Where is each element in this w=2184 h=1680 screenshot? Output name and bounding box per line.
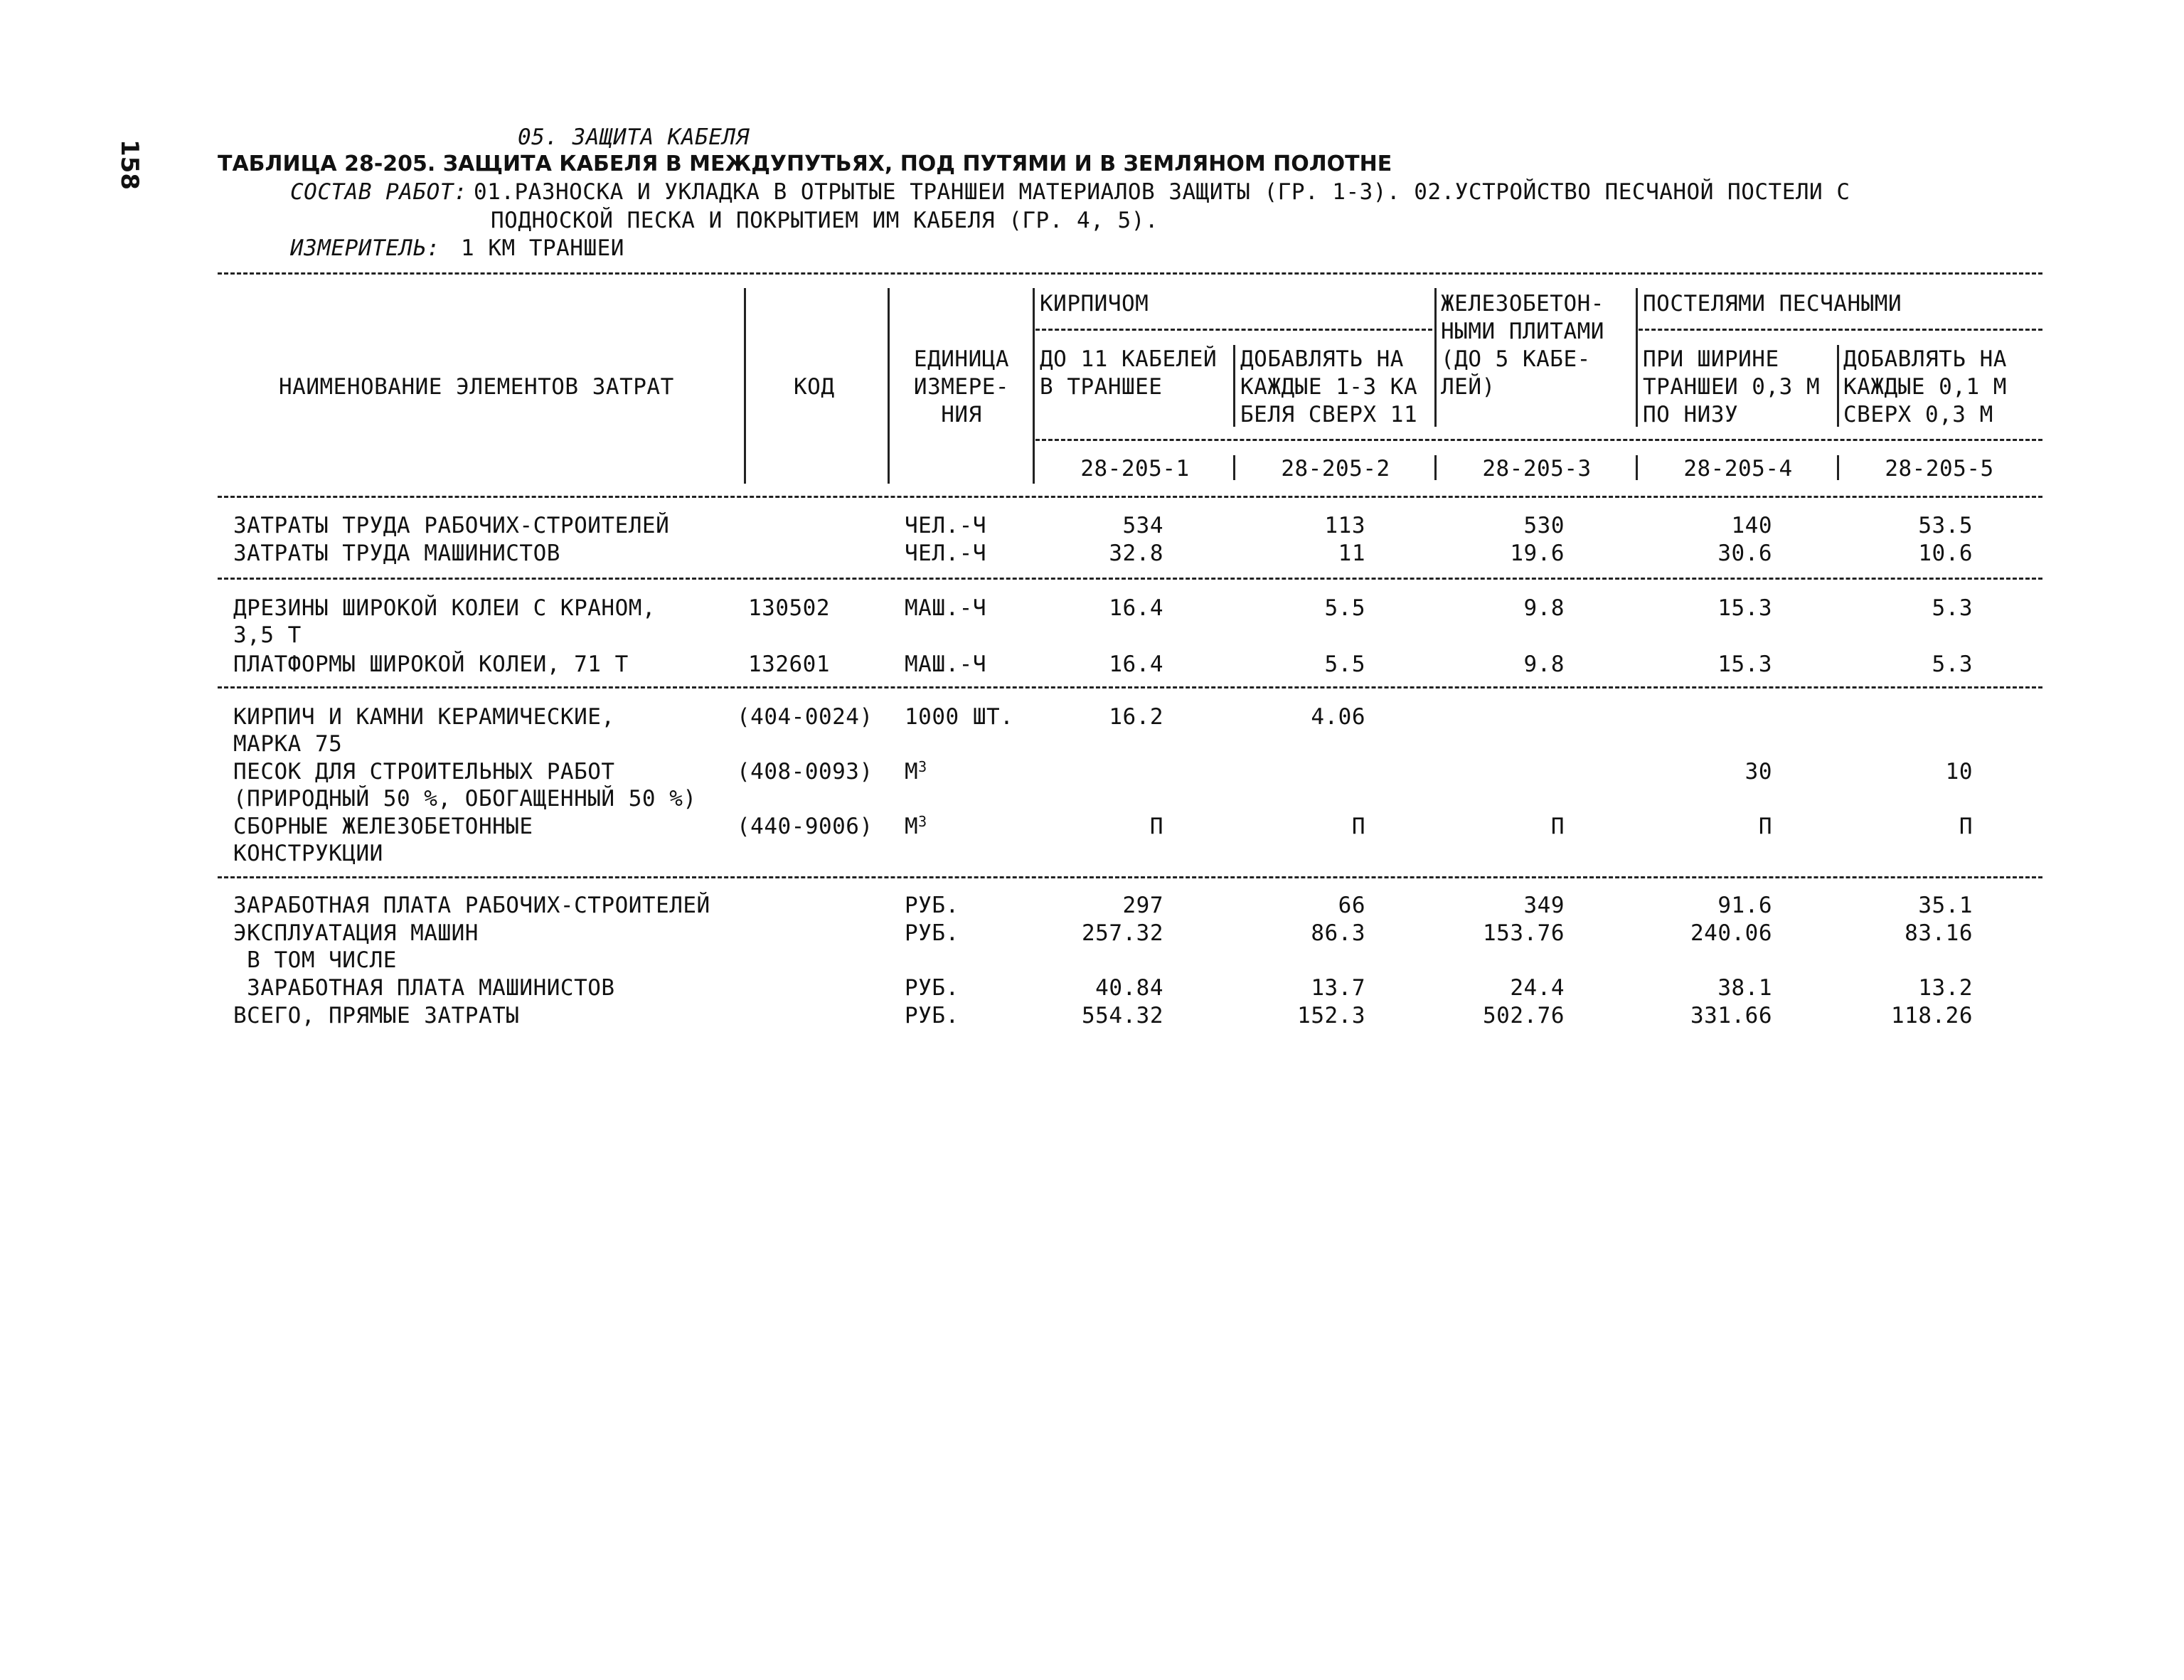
row-value-col-4: 38.1	[1717, 975, 1772, 1001]
row-value-col-1: 40.84	[1095, 975, 1163, 1001]
row-value-col-2: 5.5	[1324, 595, 1365, 621]
header-divider	[888, 288, 890, 484]
row-unit-superscript: 3	[918, 813, 927, 830]
header-rule	[1035, 439, 2042, 441]
row-value-col-5: 118.26	[1891, 1003, 1973, 1028]
row-value-col-1: 16.4	[1109, 595, 1163, 621]
row-unit	[905, 512, 986, 539]
row-unit-text: РУБ.	[905, 893, 959, 918]
row-value-col-3: 153.76	[1483, 920, 1565, 946]
row-value-col-5: 10.6	[1918, 541, 1973, 566]
header-code-col-2: 28-205-2	[1281, 456, 1390, 482]
header-unit-2: ИЗМЕРЕ-	[913, 374, 1010, 400]
row-unit-text: МАШ.-Ч	[905, 595, 986, 621]
header-divider	[1434, 455, 1437, 480]
row-value-col-5: 53.5	[1918, 513, 1973, 538]
row-value-col-1: 257.32	[1082, 920, 1163, 946]
row-value-col-4: 30.6	[1717, 541, 1772, 566]
row-name: КИРПИЧ И КАМНИ КЕРАМИЧЕСКИЕ,	[233, 704, 615, 730]
header-group-sand: ПОСТЕЛЯМИ ПЕСЧАНЫМИ	[1643, 291, 1902, 317]
row-value-col-4: 91.6	[1717, 893, 1772, 918]
row-name: СБОРНЫЕ ЖЕЛЕЗОБЕТОННЫЕ	[233, 814, 533, 839]
row-value-col-2: П	[1351, 814, 1365, 839]
row-value-col-1: 297	[1122, 893, 1163, 918]
row-unit	[905, 892, 959, 919]
header-divider	[1233, 455, 1235, 480]
composition-line-2: ПОДНОСКОЙ ПЕСКА И ПОКРЫТИЕМ ИМ КАБЕЛЯ (ГР. 4, 5).	[491, 208, 1159, 233]
row-value-col-3: 9.8	[1523, 595, 1565, 621]
composition-label: СОСТАВ РАБОТ:	[290, 179, 468, 205]
row-value-col-1: 534	[1122, 513, 1163, 538]
composition-line-1: 01.РАЗНОСКА И УКЛАДКА В ОТРЫТЫЕ ТРАНШЕИ МАТЕРИАЛОВ ЗАЩИТЫ (ГР. 1-3). 02.УСТРОЙСТВО ПЕСЧАНОЙ ПОСТЕЛИ С	[474, 179, 1850, 205]
row-value-col-4: 240.06	[1690, 920, 1772, 946]
row-value-col-2: 113	[1324, 513, 1365, 538]
row-unit	[905, 651, 986, 678]
row-value-col-5: 5.3	[1932, 595, 1973, 621]
header-sub4-1: ПРИ ШИРИНЕ	[1643, 346, 1779, 372]
header-sub5-2: КАЖДЫЕ 0,1 М	[1843, 374, 2007, 400]
row-unit-text: РУБ.	[905, 920, 959, 946]
row-value-col-1: 32.8	[1109, 541, 1163, 566]
header-sub5-1: ДОБАВЛЯТЬ НА	[1843, 346, 2007, 372]
row-code: 130502	[748, 595, 830, 621]
row-code: 132601	[748, 652, 830, 677]
header-unit-1: ЕДИНИЦА	[913, 346, 1010, 372]
header-sub5-3: СВЕРХ 0,3 М	[1843, 402, 1993, 427]
row-value-col-2: 86.3	[1311, 920, 1365, 946]
row-name-cont: (ПРИРОДНЫЙ 50 %, ОБОГАЩЕННЫЙ 50 %)	[233, 786, 697, 812]
row-unit-text: МАШ.-Ч	[905, 652, 986, 677]
section-rule	[218, 686, 2042, 689]
row-name-cont: КОНСТРУКЦИИ	[233, 841, 383, 866]
row-value-col-4: 331.66	[1690, 1003, 1772, 1028]
row-unit	[905, 540, 986, 567]
row-value-col-5: 35.1	[1918, 893, 1973, 918]
row-value-col-3: 9.8	[1523, 652, 1565, 677]
header-unit-3: НИЯ	[941, 402, 982, 427]
row-name-cont: МАРКА 75	[233, 731, 343, 757]
row-code: (408-0093)	[737, 759, 873, 785]
row-value-col-1: 16.2	[1109, 704, 1163, 730]
header-divider	[1434, 288, 1437, 427]
row-unit	[905, 974, 959, 1001]
row-unit	[905, 595, 986, 622]
header-rule	[1035, 329, 1432, 331]
header-divider	[1837, 345, 1839, 427]
header-code-col-1: 28-205-1	[1080, 456, 1190, 482]
header-divider	[1636, 455, 1638, 480]
header-code-col-3: 28-205-3	[1482, 456, 1592, 482]
header-divider	[1033, 288, 1035, 484]
header-divider	[1233, 345, 1235, 427]
row-unit-text: ЧЕЛ.-Ч	[905, 541, 986, 566]
row-value-col-1: 16.4	[1109, 652, 1163, 677]
header-sub4-2: ТРАНШЕИ 0,3 М	[1643, 374, 1821, 400]
header-sub1-1: ДО 11 КАБЕЛЕЙ	[1040, 346, 1218, 372]
row-value-col-2: 152.3	[1297, 1003, 1365, 1028]
row-name: ЗАТРАТЫ ТРУДА МАШИНИСТОВ	[233, 541, 560, 566]
row-value-col-4: 30	[1744, 759, 1772, 785]
row-value-col-3: 530	[1523, 513, 1565, 538]
row-value-col-5: 83.16	[1905, 920, 1973, 946]
row-name: ДРЕЗИНЫ ШИРОКОЙ КОЛЕИ С КРАНОМ,	[233, 595, 656, 621]
header-group-concrete-2: НЫМИ ПЛИТАМИ	[1441, 319, 1604, 344]
row-value-col-2: 13.7	[1311, 975, 1365, 1001]
row-value-col-2: 5.5	[1324, 652, 1365, 677]
row-value-col-5: 10	[1945, 759, 1973, 785]
row-value-col-3: 19.6	[1510, 541, 1565, 566]
row-name: ЗАРАБОТНАЯ ПЛАТА РАБОЧИХ-СТРОИТЕЛЕЙ	[233, 893, 710, 918]
row-unit-text: РУБ.	[905, 1003, 959, 1028]
row-name: ЗАРАБОТНАЯ ПЛАТА МАШИНИСТОВ	[233, 975, 615, 1001]
row-name: ПЕСОК ДЛЯ СТРОИТЕЛЬНЫХ РАБОТ	[233, 759, 615, 785]
header-divider	[744, 288, 746, 484]
row-unit-superscript: 3	[918, 758, 927, 775]
header-sub3-2: ЛЕЙ)	[1441, 374, 1496, 400]
row-value-col-2: 11	[1338, 541, 1365, 566]
section-rule	[218, 876, 2042, 878]
header-code-col-5: 28-205-5	[1885, 456, 1994, 482]
row-name-cont: 3,5 Т	[233, 622, 302, 648]
header-divider	[1636, 288, 1638, 427]
header-code-col-4: 28-205-4	[1683, 456, 1793, 482]
header-code: КОД	[794, 374, 835, 400]
row-value-col-4: 15.3	[1717, 652, 1772, 677]
row-unit-text: М	[905, 814, 919, 839]
header-sub2-1: ДОБАВЛЯТЬ НА	[1240, 346, 1404, 372]
row-value-col-5: П	[1959, 814, 1973, 839]
row-value-col-4: 15.3	[1717, 595, 1772, 621]
header-group-brick: КИРПИЧОМ	[1040, 291, 1149, 317]
row-value-col-2: 4.06	[1311, 704, 1365, 730]
section-rule	[218, 578, 2042, 580]
row-value-col-2: 66	[1338, 893, 1365, 918]
row-name: ВСЕГО, ПРЯМЫЕ ЗАТРАТЫ	[233, 1003, 520, 1028]
row-code: (440-9006)	[737, 814, 873, 839]
header-bottom-rule	[218, 496, 2042, 498]
page-number: 158	[115, 139, 144, 190]
row-unit-text: 1000 ШТ.	[905, 704, 1014, 730]
row-unit	[905, 1002, 959, 1029]
row-value-col-5: 5.3	[1932, 652, 1973, 677]
header-group-concrete-1: ЖЕЛЕЗОБЕТОН-	[1441, 291, 1604, 317]
row-unit	[905, 703, 1013, 730]
table-title: ТАБЛИЦА 28-205. ЗАЩИТА КАБЕЛЯ В МЕЖДУПУТЬЯХ, ПОД ПУТЯМИ И В ЗЕМЛЯНОМ ПОЛОТНЕ	[218, 151, 1392, 176]
row-value-col-1: 554.32	[1082, 1003, 1163, 1028]
row-name-cont: В ТОМ ЧИСЛЕ	[233, 947, 397, 973]
row-value-col-3: П	[1550, 814, 1565, 839]
header-sub1-2: В ТРАНШЕЕ	[1040, 374, 1163, 400]
row-unit-text: РУБ.	[905, 975, 959, 1001]
measure-label: ИЗМЕРИТЕЛЬ:	[290, 235, 440, 261]
row-unit-text: ЧЕЛ.-Ч	[905, 513, 986, 538]
header-name: НАИМЕНОВАНИЕ ЭЛЕМЕНТОВ ЗАТРАТ	[279, 374, 674, 400]
row-unit	[905, 920, 959, 947]
row-value-col-3: 349	[1523, 893, 1565, 918]
row-code: (404-0024)	[737, 704, 873, 730]
row-value-col-5: 13.2	[1918, 975, 1973, 1001]
row-unit	[905, 813, 927, 840]
header-sub3-1: (ДО 5 КАБЕ-	[1441, 346, 1591, 372]
row-name: ЗАТРАТЫ ТРУДА РАБОЧИХ-СТРОИТЕЛЕЙ	[233, 513, 670, 538]
header-divider	[1837, 455, 1839, 480]
measure-value: 1 КМ ТРАНШЕИ	[461, 235, 624, 261]
row-unit-text: М	[905, 759, 919, 785]
header-sub2-2: КАЖДЫЕ 1-3 КА	[1240, 374, 1418, 400]
row-value-col-3: 502.76	[1483, 1003, 1565, 1028]
header-sub2-3: БЕЛЯ СВЕРХ 11	[1240, 402, 1418, 427]
row-value-col-4: 140	[1731, 513, 1772, 538]
section-title: 05. ЗАЩИТА КАБЕЛЯ	[518, 124, 750, 150]
row-value-col-3: 24.4	[1510, 975, 1565, 1001]
table-top-rule	[218, 272, 2042, 275]
row-value-col-1: П	[1149, 814, 1163, 839]
row-unit	[905, 758, 927, 785]
row-name: ЭКСПЛУАТАЦИЯ МАШИН	[233, 920, 479, 946]
header-sub4-3: ПО НИЗУ	[1643, 402, 1739, 427]
row-value-col-4: П	[1758, 814, 1772, 839]
header-rule	[1639, 329, 2042, 331]
row-name: ПЛАТФОРМЫ ШИРОКОЙ КОЛЕИ, 71 Т	[233, 652, 629, 677]
